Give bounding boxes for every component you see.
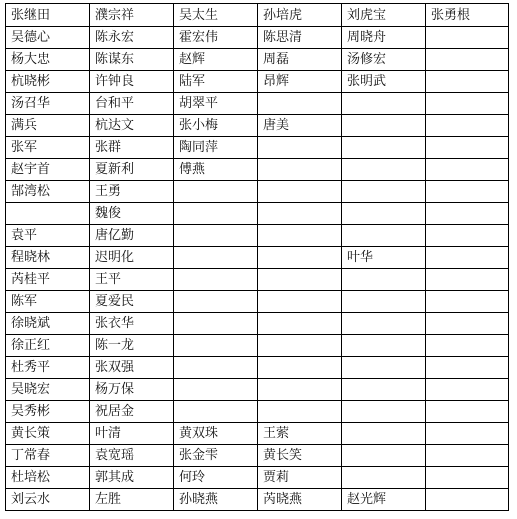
table-row — [6, 49, 509, 71]
table-cell: 何玲 — [174, 467, 258, 489]
table-cell — [342, 313, 426, 335]
name-table — [5, 3, 509, 511]
table-cell: 左胜 — [90, 489, 174, 511]
table-cell: 张金雫 — [174, 445, 258, 467]
table-cell — [426, 71, 509, 93]
table-cell — [426, 423, 509, 445]
table-cell: 贾莉 — [258, 467, 342, 489]
table-cell — [426, 225, 509, 247]
table-cell: 赵宇首 — [6, 159, 90, 181]
table-cell — [174, 203, 258, 225]
table-cell — [174, 181, 258, 203]
table-cell — [258, 379, 342, 401]
table-cell — [426, 357, 509, 379]
table-cell — [258, 357, 342, 379]
table-cell: 张小梅 — [174, 115, 258, 137]
table-cell: 张群 — [90, 137, 174, 159]
table-cell: 叶华 — [342, 247, 426, 269]
table-cell — [258, 203, 342, 225]
table-cell — [342, 423, 426, 445]
table-cell: 唐美 — [258, 115, 342, 137]
table-cell: 徐正红 — [6, 335, 90, 357]
table-cell: 孙培虎 — [258, 4, 342, 27]
table-cell: 袁宽瑶 — [90, 445, 174, 467]
table-cell: 霍宏伟 — [174, 27, 258, 49]
table-cell: 赵辉 — [174, 49, 258, 71]
table-cell: 袁平 — [6, 225, 90, 247]
table-row — [6, 357, 509, 379]
table-cell — [342, 445, 426, 467]
table-row — [6, 445, 509, 467]
table-cell: 夏爱民 — [90, 291, 174, 313]
table-cell: 黄长笑 — [258, 445, 342, 467]
table-row — [6, 423, 509, 445]
table-cell: 刘云水 — [6, 489, 90, 511]
table-cell: 陈军 — [6, 291, 90, 313]
table-cell — [342, 181, 426, 203]
table-cell: 陈谋东 — [90, 49, 174, 71]
table-cell: 濮宗祥 — [90, 4, 174, 27]
table-cell — [426, 159, 509, 181]
table-cell: 周晓舟 — [342, 27, 426, 49]
table-cell: 徐晓斌 — [6, 313, 90, 335]
table-cell: 叶清 — [90, 423, 174, 445]
table-row — [6, 291, 509, 313]
table-cell — [426, 203, 509, 225]
table-cell — [174, 379, 258, 401]
table-cell — [174, 313, 258, 335]
table-cell: 王勇 — [90, 181, 174, 203]
table-cell: 吴德心 — [6, 27, 90, 49]
table-cell — [174, 401, 258, 423]
table-cell: 汤修宏 — [342, 49, 426, 71]
table-cell — [426, 247, 509, 269]
table-cell: 陈永宏 — [90, 27, 174, 49]
table-cell: 台和平 — [90, 93, 174, 115]
table-cell — [174, 225, 258, 247]
table-cell: 芮桂平 — [6, 269, 90, 291]
table-cell: 许钟良 — [90, 71, 174, 93]
table-cell: 唐亿勤 — [90, 225, 174, 247]
table-cell: 张双强 — [90, 357, 174, 379]
table-cell: 黄长策 — [6, 423, 90, 445]
table-cell — [342, 225, 426, 247]
table-cell — [342, 291, 426, 313]
table-cell: 赵光辉 — [342, 489, 426, 511]
table-cell — [342, 115, 426, 137]
table-cell: 陈一龙 — [90, 335, 174, 357]
table-row — [6, 93, 509, 115]
table-cell — [258, 401, 342, 423]
table-cell: 周磊 — [258, 49, 342, 71]
table-cell: 陶同萍 — [174, 137, 258, 159]
table-row — [6, 489, 509, 511]
table-cell — [426, 401, 509, 423]
table-cell — [426, 27, 509, 49]
table-cell — [426, 137, 509, 159]
table-cell: 张明武 — [342, 71, 426, 93]
table-cell: 陆军 — [174, 71, 258, 93]
table-cell: 杨万保 — [90, 379, 174, 401]
table-cell: 夏新利 — [90, 159, 174, 181]
table-cell: 郜湾松 — [6, 181, 90, 203]
table-cell: 孙晓燕 — [174, 489, 258, 511]
table-row — [6, 181, 509, 203]
table-row — [6, 137, 509, 159]
table-cell: 杭达文 — [90, 115, 174, 137]
table-cell — [174, 291, 258, 313]
table-cell: 程晓林 — [6, 247, 90, 269]
table-row — [6, 335, 509, 357]
table-cell — [426, 335, 509, 357]
table-cell: 吴晓宏 — [6, 379, 90, 401]
table-row — [6, 159, 509, 181]
table-row — [6, 71, 509, 93]
table-cell — [342, 269, 426, 291]
table-cell: 胡翠平 — [174, 93, 258, 115]
table-cell: 满兵 — [6, 115, 90, 137]
table-cell — [342, 93, 426, 115]
table-cell — [258, 247, 342, 269]
table-cell — [258, 335, 342, 357]
table-cell — [174, 247, 258, 269]
table-row — [6, 247, 509, 269]
table-cell — [174, 269, 258, 291]
table-cell — [258, 181, 342, 203]
table-cell — [426, 379, 509, 401]
table-cell: 迟明化 — [90, 247, 174, 269]
table-cell: 昂辉 — [258, 71, 342, 93]
table-cell: 黄双珠 — [174, 423, 258, 445]
table-cell: 吴秀彬 — [6, 401, 90, 423]
table-cell: 杭晓彬 — [6, 71, 90, 93]
table-cell: 祝居金 — [90, 401, 174, 423]
table-row — [6, 269, 509, 291]
table-cell — [426, 291, 509, 313]
table-cell: 张继田 — [6, 4, 90, 27]
table-cell — [258, 291, 342, 313]
table-cell — [426, 115, 509, 137]
table-cell: 郭其成 — [90, 467, 174, 489]
table-row — [6, 313, 509, 335]
table-cell: 魏俊 — [90, 203, 174, 225]
table-cell: 杜秀平 — [6, 357, 90, 379]
table-cell — [342, 159, 426, 181]
table-cell — [342, 203, 426, 225]
table-cell — [426, 49, 509, 71]
table-cell — [426, 181, 509, 203]
table-cell — [258, 313, 342, 335]
table-row — [6, 203, 509, 225]
table-row — [6, 27, 509, 49]
table-cell: 杨大忠 — [6, 49, 90, 71]
table-cell: 张衣华 — [90, 313, 174, 335]
table-cell: 陈思清 — [258, 27, 342, 49]
table-cell: 张军 — [6, 137, 90, 159]
table-cell — [6, 203, 90, 225]
table-cell: 王平 — [90, 269, 174, 291]
table-cell — [342, 335, 426, 357]
table-cell — [342, 357, 426, 379]
table-cell: 傅燕 — [174, 159, 258, 181]
table-cell: 杜培松 — [6, 467, 90, 489]
table-cell — [258, 225, 342, 247]
table-row — [6, 4, 509, 27]
table-cell — [258, 159, 342, 181]
table-cell — [174, 335, 258, 357]
table-cell — [342, 137, 426, 159]
table-cell — [258, 137, 342, 159]
table-cell: 丁常春 — [6, 445, 90, 467]
table-cell — [258, 269, 342, 291]
table-cell — [426, 445, 509, 467]
table-cell: 王萦 — [258, 423, 342, 445]
table-cell — [342, 401, 426, 423]
table-row — [6, 115, 509, 137]
table-row — [6, 467, 509, 489]
table-row — [6, 379, 509, 401]
table-cell — [426, 489, 509, 511]
table-cell — [342, 379, 426, 401]
table-cell — [426, 269, 509, 291]
table-cell — [342, 467, 426, 489]
table-cell — [426, 467, 509, 489]
table-row — [6, 225, 509, 247]
table-cell: 刘虎宝 — [342, 4, 426, 27]
table-cell: 芮晓燕 — [258, 489, 342, 511]
table-cell: 汤召华 — [6, 93, 90, 115]
name-table-body — [6, 4, 509, 511]
table-cell — [258, 93, 342, 115]
table-cell — [426, 313, 509, 335]
table-cell — [426, 93, 509, 115]
table-row — [6, 401, 509, 423]
table-cell: 吴太生 — [174, 4, 258, 27]
table-cell: 张勇根 — [426, 4, 509, 27]
table-cell — [174, 357, 258, 379]
